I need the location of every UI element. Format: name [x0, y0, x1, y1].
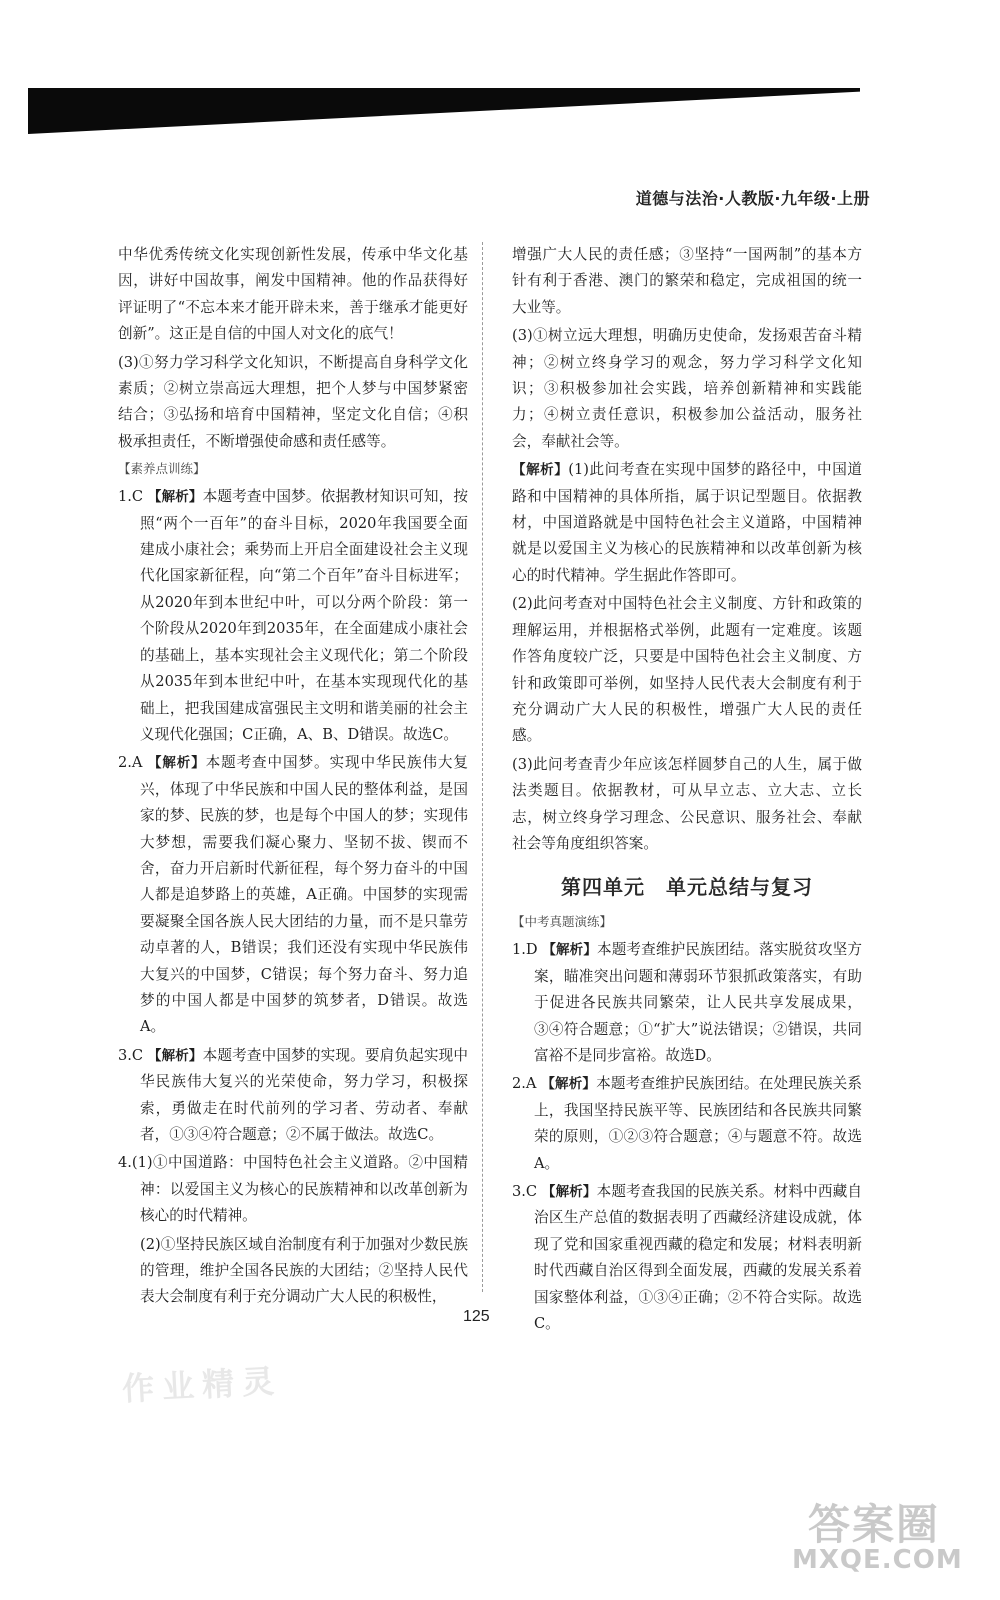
- watermark-logo: 答案圈: [808, 1500, 941, 1549]
- analysis-tag: 【解析】: [512, 462, 569, 479]
- analysis-text: 本题考查中国梦。依据教材知识可知，按照“两个一百年”的奋斗目标，2020年我国要全面建成小康社会；乘势而上开启全面建设社会主义现代化国家新征程，向“第二个百年”奋斗目标进军；从2020年到本世纪中叶，可以分两个阶段：第一个阶段从2020年到2035年，在全面建成小康社会的基础上，基本实现社会主义现代化；第二个阶段从2035年到本世纪中叶，在基本实现现代化的基础上，把我国建成富强民主文明和谐美丽的社会主义现代化强国；C正确，A、B、D错误。故选C。: [140, 488, 469, 743]
- analysis-1: [512, 457, 862, 589]
- section-header-suyang: 【素养点训练】: [118, 461, 206, 477]
- analysis-tag: 【解析】: [541, 1076, 597, 1093]
- question-3: [118, 1043, 468, 1149]
- question-number: 3.C: [512, 1183, 538, 1200]
- analysis-tag: 【解析】: [147, 489, 203, 506]
- analysis-tag: 【解析】: [541, 1184, 597, 1200]
- analysis-text: 本题考查维护民族团结。在处理民族关系上，我国坚持民族平等、民族团结和各民族共同繁荣的原则，①②③符合题意；④与题意不符。故选A。: [534, 1075, 863, 1172]
- answer-3: (3)①努力学习科学文化知识，不断提高自身科学文化素质；②树立崇高远大理想，把个人梦与中国梦紧密结合；③弘扬和培育中国精神，坚定文化自信；④积极承担责任，不断增强使命感和责任感等。: [118, 353, 468, 450]
- review-question-2: [512, 1071, 862, 1177]
- analysis-text: 本题考查维护民族团结。落实脱贫攻坚方案，瞄准突出问题和薄弱环节狠抓政策落实，有助于促进各民族共同繁荣，让人民共享发展成果，③④符合题意；①“扩大”说法错误；②错误，共同富裕不是同步富裕。故选D。: [534, 941, 863, 1064]
- header-black-bar: [28, 88, 860, 134]
- question-number: 1.C: [118, 488, 144, 506]
- review-question-1: [512, 937, 862, 1069]
- page-number: 125: [463, 1308, 490, 1325]
- section-header-zhongkao: 【中考真题演练】: [512, 914, 613, 930]
- review-question-3: [512, 1179, 862, 1337]
- unit-title: 第四单元 单元总结与复习: [561, 875, 813, 900]
- question-number: 2.A: [118, 754, 143, 772]
- question-number: 1.D: [512, 941, 538, 959]
- analysis-text: 本题考查中国梦的实现。要肩负起实现中华民族伟大复兴的光荣使命，努力学习，积极探索，勇做走在时代前列的学习者、劳动者、奉献者，①③④符合题意；②不属于做法。故选C。: [140, 1046, 469, 1143]
- column-divider: [482, 242, 483, 1292]
- analysis-tag: 【解析】: [148, 755, 206, 772]
- left-column: [118, 242, 468, 1313]
- question-number: 2.A: [512, 1075, 537, 1093]
- analysis-2: (2)此问考查对中国特色社会主义制度、方针和政策的理解运用，并根据格式举例，此题有一定难度。该题作答角度较广泛，只要是中国特色社会主义制度、方针和政策即可举例，如坚持人民代表大会制度有利于充分调动广大人民的积极性，增强广大人民的责任感。: [512, 595, 862, 745]
- watermark-url: MXQE.COM: [792, 1545, 963, 1575]
- question-1: [118, 484, 468, 748]
- question-2: [118, 750, 468, 1040]
- analysis-tag: 【解析】: [542, 942, 597, 959]
- watermark-text: 作业精灵: [121, 1361, 284, 1409]
- analysis-3: (3)此问考查青少年应该怎样圆梦自己的人生，属于做法类题目。依据教材，可从早立志、立大志、立长志，树立终身学习理念、公民意识、服务社会、奉献社会等角度组织答案。: [512, 755, 862, 852]
- book-title: 道德与法治·人教版·九年级·上册: [635, 189, 870, 208]
- paragraph: 中华优秀传统文化实现创新性发展，传承中华文化基因，讲好中国故事，阐发中国精神。他的作品获得好评证明了“不忘本来才能开辟未来，善于继承才能更好创新”。这正是自信的中国人对文化的底气！: [118, 246, 468, 343]
- answer-3: (3)①树立远大理想，明确历史使命，发扬艰苦奋斗精神；②树立终身学习的观念，努力学习科学文化知识；③积极参加社会实践，培养创新精神和实践能力；④树立责任意识，积极参加公益活动，服务社会，奉献社会等。: [512, 327, 862, 450]
- analysis-text: (1)此问考查在实现中国梦的路径中，中国道路和中国精神的具体所指，属于识记型题目。依据教材，中国道路就是中国特色社会主义道路，中国精神就是以爱国主义为核心的民族精神和以改革创新为核心的时代精神。学生据此作答即可。: [512, 461, 862, 584]
- right-column: [512, 242, 862, 1339]
- paragraph: 增强广大人民的责任感；③坚持“一国两制”的基本方针有利于香港、澳门的繁荣和稳定，完成祖国的统一大业等。: [512, 246, 862, 316]
- analysis-text: 本题考查中国梦。实现中华民族伟大复兴，体现了中华民族和中国人民的整体利益，是国家的梦、民族的梦，也是每个中国人的梦；实现伟大梦想，需要我们凝心聚力、坚韧不拔、锲而不舍，奋力开启新时代新征程，每个努力奋斗的中国人都是追梦路上的英雄，A正确。中国梦的实现需要凝聚全国各族人民大团结的力量，而不是只靠劳动卓著的人，B错误；我们还没有实现中华民族伟大复兴的中国梦，C错误；每个努力奋斗、努力追梦的中国人都是中国梦的筑梦者，D错误。故选A。: [140, 754, 468, 1036]
- question-4-part-1: 4.(1)①中国道路：中国特色社会主义道路。②中国精神：以爱国主义为核心的民族精神和以改革创新为核心的时代精神。: [118, 1154, 468, 1225]
- analysis-text: 本题考查我国的民族关系。材料中西藏自治区生产总值的数据表明了西藏经济建设成就，体现了党和国家重视西藏的稳定和发展；材料表明新时代西藏自治区得到全面发展，西藏的发展关系着国家整体利益，①③④正确；②不符合实际。故选C。: [534, 1183, 863, 1333]
- question-number: 3.C: [118, 1046, 144, 1064]
- question-4-part-2: (2)①坚持民族区域自治制度有利于加强对少数民族的管理，维护全国各民族的大团结；②坚持人民代表大会制度有利于充分调动广大人民的积极性，: [140, 1235, 468, 1306]
- analysis-tag: 【解析】: [147, 1047, 203, 1064]
